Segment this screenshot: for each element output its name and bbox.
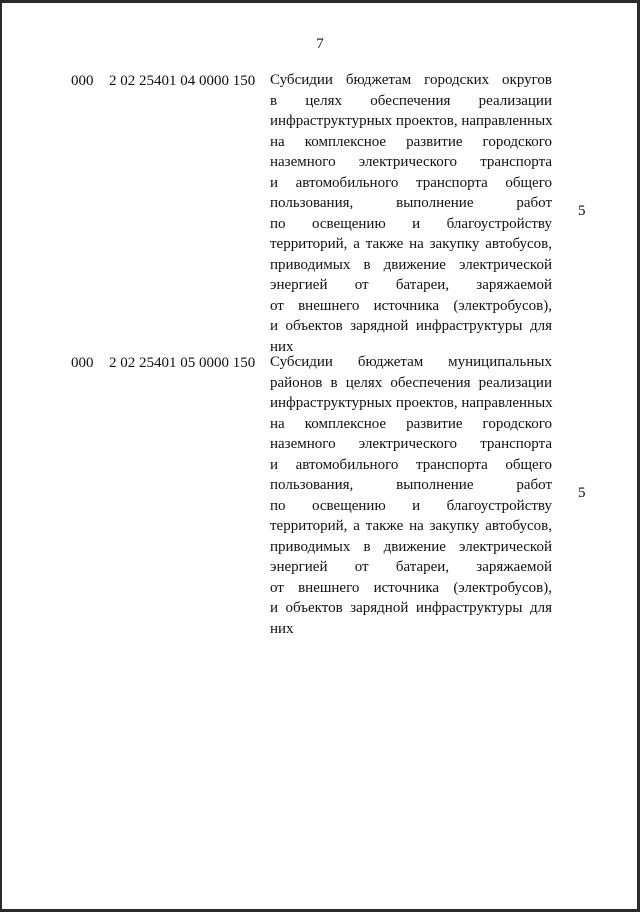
description-line: по освещению и благоустройству bbox=[270, 215, 552, 232]
income-description bbox=[270, 352, 552, 639]
description-line: и автомобильного транспорта общего bbox=[270, 456, 552, 473]
admin-code: 000 bbox=[71, 73, 94, 89]
description-line: наземного электрического транспорта bbox=[270, 154, 552, 170]
description-line: инфраструктурных проектов, направленных bbox=[270, 395, 553, 411]
scan-border-top bbox=[0, 0, 640, 3]
admin-code: 000 bbox=[71, 355, 94, 371]
budget-classification-code: 2 02 25401 04 0000 150 bbox=[109, 73, 256, 89]
description-line: на комплексное развитие городского bbox=[270, 133, 552, 150]
description-line: и объектов зарядной инфраструктуры для bbox=[270, 600, 552, 616]
budget-classification-code: 2 02 25401 05 0000 150 bbox=[109, 355, 256, 371]
description-line: и автомобильного транспорта общего bbox=[270, 174, 552, 191]
amount-value: 5 bbox=[578, 203, 586, 219]
description-line: них bbox=[270, 620, 294, 637]
description-line: них bbox=[270, 338, 294, 355]
description-line: территорий, а также на закупку автобусов, bbox=[270, 518, 552, 534]
description-line: приводимых в движение электрической bbox=[270, 538, 552, 555]
page-number: 7 bbox=[316, 36, 324, 52]
income-description bbox=[270, 70, 552, 357]
description-line: инфраструктурных проектов, направленных bbox=[270, 113, 553, 129]
description-line: районов в целях обеспечения реализации bbox=[270, 374, 552, 391]
description-line: в целях обеспечения реализации bbox=[270, 92, 552, 109]
description-line: по освещению и благоустройству bbox=[270, 497, 552, 514]
description-line: энергией от батареи, заряжаемой bbox=[270, 559, 552, 575]
amount-value: 5 bbox=[578, 485, 586, 501]
description-line: Субсидии бюджетам муниципальных bbox=[270, 354, 552, 370]
description-line: от внешнего источника (электробусов), bbox=[270, 297, 552, 314]
description-line: приводимых в движение электрической bbox=[270, 256, 552, 273]
description-line: на комплексное развитие городского bbox=[270, 415, 552, 432]
scan-border-left bbox=[0, 0, 2, 912]
description-line: территорий, а также на закупку автобусов, bbox=[270, 236, 552, 252]
description-line: и объектов зарядной инфраструктуры для bbox=[270, 318, 552, 334]
description-line: энергией от батареи, заряжаемой bbox=[270, 277, 552, 293]
description-line: Субсидии бюджетам городских округов bbox=[270, 72, 552, 88]
description-line: пользования, выполнение работ bbox=[270, 195, 552, 211]
description-line: от внешнего источника (электробусов), bbox=[270, 579, 552, 596]
description-line: пользования, выполнение работ bbox=[270, 477, 552, 493]
description-line: наземного электрического транспорта bbox=[270, 436, 552, 452]
